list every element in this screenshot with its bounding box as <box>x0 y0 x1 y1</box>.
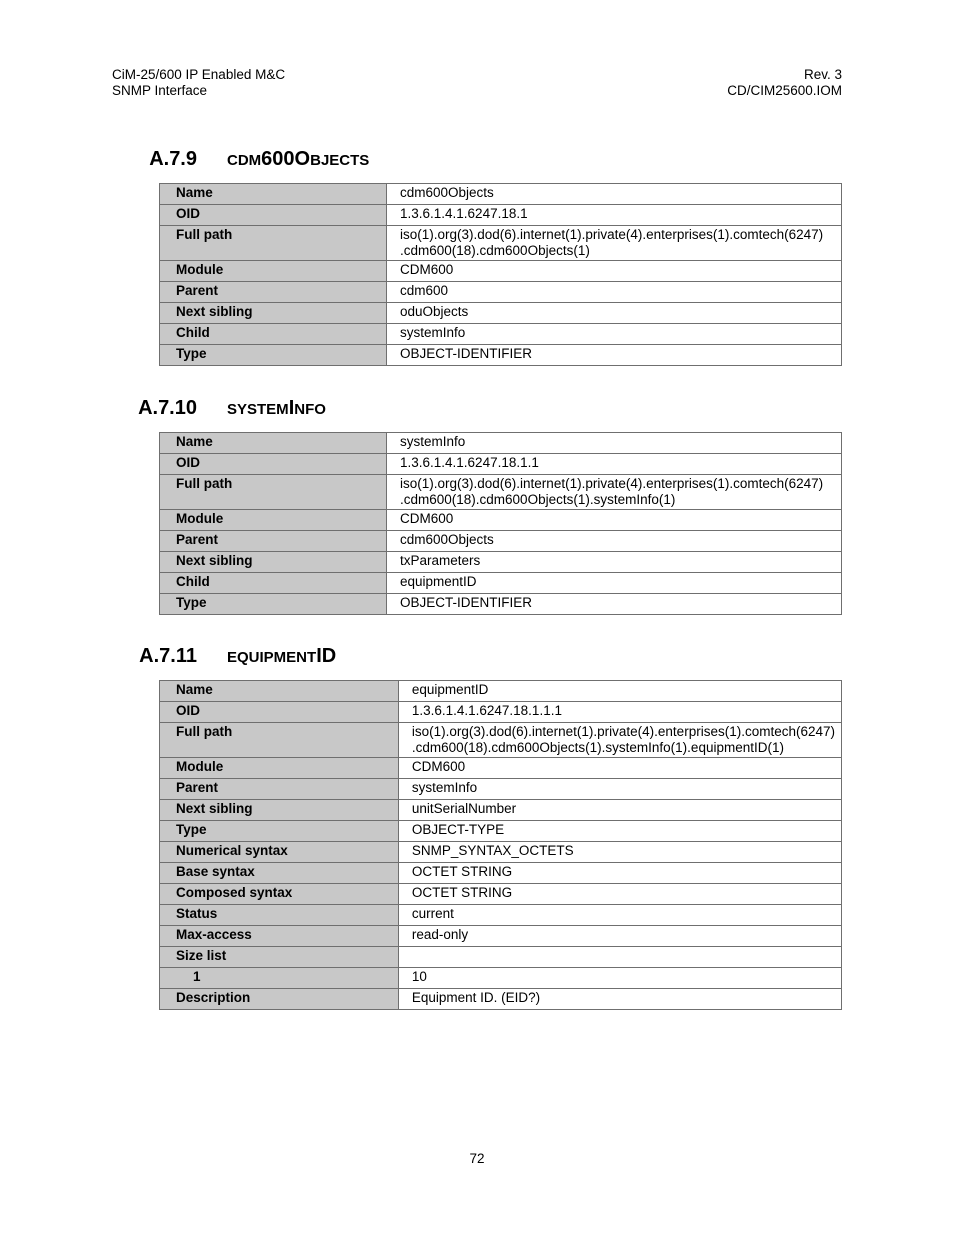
table-row <box>160 552 842 573</box>
property-name: Next sibling <box>160 800 399 821</box>
property-name: Full path <box>160 226 387 261</box>
section-title-part: EQUIPMENT <box>227 649 317 666</box>
property-value-line: equipmentID <box>400 574 477 589</box>
property-name: 1 <box>160 968 399 989</box>
property-name: Module <box>160 510 387 531</box>
property-value <box>387 475 842 510</box>
section-title <box>227 397 326 420</box>
table-row <box>160 205 842 226</box>
property-value-line: Equipment ID. (EID?) <box>411 990 541 1005</box>
page-number: 72 <box>469 1151 485 1166</box>
property-value <box>398 968 841 989</box>
property-value <box>398 842 841 863</box>
property-name: Full path <box>160 475 387 510</box>
section-number: A.7.9 <box>149 148 197 170</box>
property-name: Numerical syntax <box>160 842 399 863</box>
property-value <box>398 905 841 926</box>
property-value <box>387 552 842 573</box>
section-title-part: SYSTEM <box>227 401 289 418</box>
property-value-line: CDM600 <box>411 759 466 774</box>
section-title-part: O <box>294 148 311 170</box>
table-row <box>160 226 842 261</box>
property-value-line: CDM600 <box>400 262 454 277</box>
property-name: Composed syntax <box>160 884 399 905</box>
property-value <box>387 510 842 531</box>
property-value <box>398 863 841 884</box>
property-name: Full path <box>160 723 399 758</box>
table-row <box>160 989 842 1010</box>
property-name: Module <box>160 758 399 779</box>
table-row <box>160 821 842 842</box>
property-value-line: CDM600 <box>400 511 454 526</box>
property-name: Base syntax <box>160 863 399 884</box>
section-heading <box>104 148 369 171</box>
property-value <box>387 433 842 454</box>
property-name: Name <box>160 184 387 205</box>
table-row <box>160 968 842 989</box>
property-value-line: current <box>411 906 454 921</box>
property-value-line: 1.3.6.1.4.1.6247.18.1 <box>400 206 528 221</box>
revision-label: Rev. 3 <box>803 67 842 82</box>
table-row <box>160 184 842 205</box>
property-value-line: cdm600Objects <box>400 532 494 547</box>
property-value-line: systemInfo <box>411 780 478 795</box>
table-row <box>160 842 842 863</box>
property-value-line: txParameters <box>400 553 481 568</box>
property-value-line: .cdm600(18).cdm600Objects(1) <box>400 243 590 258</box>
table-row <box>160 884 842 905</box>
property-name: Parent <box>160 779 399 800</box>
property-name: Child <box>160 324 387 345</box>
table-row <box>160 261 842 282</box>
property-name: Name <box>160 433 387 454</box>
section-number: A.7.11 <box>139 645 197 667</box>
property-value-line: OCTET STRING <box>411 864 513 879</box>
property-value <box>387 226 842 261</box>
property-value <box>398 681 841 702</box>
table-row <box>160 800 842 821</box>
table-row <box>160 324 842 345</box>
property-value <box>387 184 842 205</box>
property-value-line: equipmentID <box>411 682 489 697</box>
property-value <box>398 926 841 947</box>
table-row <box>160 681 842 702</box>
section-title-part: NFO <box>294 401 326 418</box>
property-value-line: iso(1).org(3).dod(6).internet(1).private(4).enterprises(1).comtech(6247) <box>400 476 824 491</box>
property-name: Status <box>160 905 399 926</box>
section-title <box>227 148 369 171</box>
property-name: Size list <box>160 947 399 968</box>
property-value <box>398 702 841 723</box>
table-row <box>160 758 842 779</box>
table-row <box>160 905 842 926</box>
property-value <box>387 573 842 594</box>
table-row <box>160 531 842 552</box>
property-value <box>398 723 841 758</box>
property-name: Description <box>160 989 399 1010</box>
table-row <box>160 573 842 594</box>
property-value <box>398 884 841 905</box>
property-value <box>387 594 842 615</box>
property-name: Next sibling <box>160 552 387 573</box>
object-properties-table <box>159 680 842 1010</box>
property-value-line: cdm600Objects <box>400 185 494 200</box>
table-row <box>160 779 842 800</box>
table-row <box>160 863 842 884</box>
table-row <box>160 303 842 324</box>
property-value <box>387 205 842 226</box>
property-name: Next sibling <box>160 303 387 324</box>
property-name: OID <box>160 454 387 475</box>
property-value <box>398 779 841 800</box>
property-name: Module <box>160 261 387 282</box>
property-value <box>387 345 842 366</box>
property-value-line: systemInfo <box>400 325 466 340</box>
property-value <box>387 531 842 552</box>
table-row <box>160 947 842 968</box>
section-number: A.7.10 <box>138 397 197 419</box>
property-value <box>387 324 842 345</box>
property-value-line: OBJECT-IDENTIFIER <box>400 346 533 361</box>
property-value-line: .cdm600(18).cdm600Objects(1).systemInfo(1) <box>400 492 676 507</box>
property-value-line: OBJECT-TYPE <box>411 822 505 837</box>
property-value-line: systemInfo <box>400 434 466 449</box>
table-row <box>160 345 842 366</box>
property-value-line: read-only <box>411 927 469 942</box>
property-name: OID <box>160 205 387 226</box>
property-value <box>398 758 841 779</box>
section-title <box>227 645 336 668</box>
document-title: CiM-25/600 IP Enabled M&C <box>112 67 286 82</box>
property-name: Name <box>160 681 399 702</box>
property-value-line: unitSerialNumber <box>411 801 517 816</box>
property-value-line: iso(1).org(3).dod(6).internet(1).private(4).enterprises(1).comtech(6247) <box>400 227 824 242</box>
property-name: Child <box>160 573 387 594</box>
document-code: CD/CIM25600.IOM <box>727 83 842 98</box>
document-subtitle: SNMP Interface <box>112 83 208 98</box>
property-value <box>398 821 841 842</box>
object-properties-table <box>159 432 842 615</box>
section-title-part: BJECTS <box>310 152 370 169</box>
property-name: Type <box>160 345 387 366</box>
property-value-line: OCTET STRING <box>411 885 513 900</box>
object-properties-table <box>159 183 842 366</box>
section-title-part: ID <box>316 645 337 667</box>
section-title-part: CDM <box>227 152 262 169</box>
property-value <box>398 947 841 968</box>
property-name: Max-access <box>160 926 399 947</box>
property-value <box>387 261 842 282</box>
section-title-part: 600 <box>261 148 295 170</box>
running-header-left <box>112 67 285 99</box>
property-value-line: iso(1).org(3).dod(6).internet(1).private(4).enterprises(1).comtech(6247) <box>411 724 835 739</box>
property-name: Type <box>160 594 387 615</box>
property-value-line: SNMP_SYNTAX_OCTETS <box>411 843 574 858</box>
property-value-line: oduObjects <box>400 304 469 319</box>
property-value <box>398 989 841 1010</box>
section-heading <box>104 645 336 668</box>
table-row <box>160 702 842 723</box>
property-value <box>387 282 842 303</box>
section-heading <box>104 397 326 420</box>
property-value-line: 1.3.6.1.4.1.6247.18.1.1 <box>400 455 539 470</box>
property-value <box>387 303 842 324</box>
property-name: OID <box>160 702 399 723</box>
property-value-line: .cdm600(18).cdm600Objects(1).systemInfo(1).equipmentID(1) <box>411 740 784 755</box>
table-row <box>160 475 842 510</box>
property-name: Parent <box>160 282 387 303</box>
property-value-line: OBJECT-IDENTIFIER <box>400 595 533 610</box>
property-name: Type <box>160 821 399 842</box>
table-row <box>160 433 842 454</box>
table-row <box>160 454 842 475</box>
property-value-line: 1.3.6.1.4.1.6247.18.1.1.1 <box>411 703 562 718</box>
running-header-right <box>727 67 842 99</box>
section-title-part: I <box>288 397 295 419</box>
table-row <box>160 510 842 531</box>
property-value <box>387 454 842 475</box>
table-row <box>160 594 842 615</box>
table-row <box>160 282 842 303</box>
table-row <box>160 723 842 758</box>
table-row <box>160 926 842 947</box>
property-value-line: 10 <box>411 969 427 984</box>
property-name: Parent <box>160 531 387 552</box>
property-value <box>398 800 841 821</box>
property-value-line: cdm600 <box>400 283 449 298</box>
